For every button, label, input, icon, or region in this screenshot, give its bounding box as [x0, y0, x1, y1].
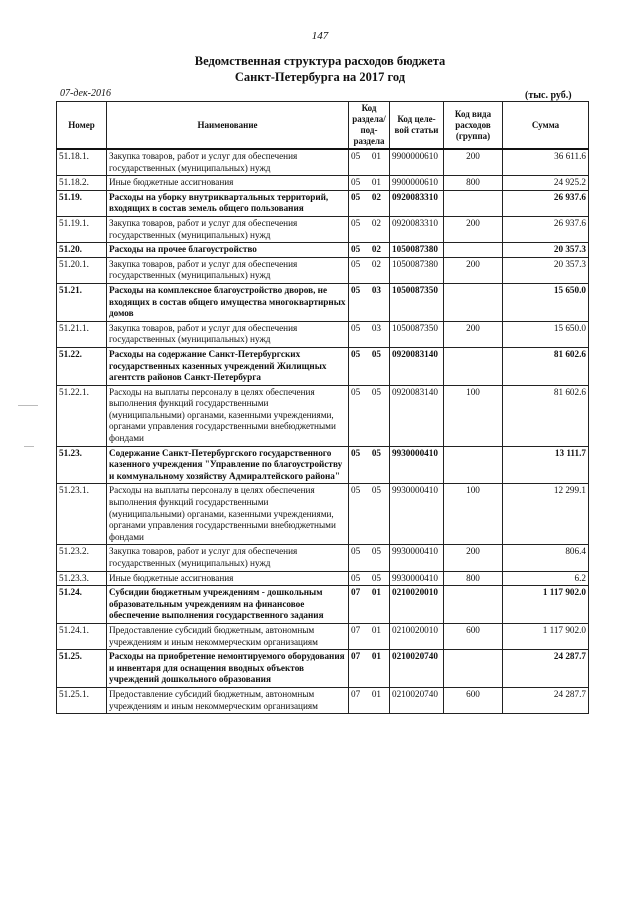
- section-code: 05: [351, 258, 361, 269]
- section-code: 05: [351, 546, 361, 557]
- row-expense-type: [444, 243, 503, 258]
- row-amount: 806.4: [503, 545, 589, 571]
- table-header-row: [57, 102, 589, 150]
- row-amount: 20 357.3: [503, 257, 589, 283]
- row-amount: 26 937.6: [503, 216, 589, 242]
- subsection-code: 05: [371, 546, 381, 557]
- row-name: Иные бюджетные ассигнования: [107, 176, 349, 191]
- row-name: Содержание Санкт-Петербургского государственного казенного учреждения "Управление по благоустройству и коммунальному хозяйству Адмиралтейского района": [107, 446, 349, 484]
- row-name: Субсидии бюджетным учреждениям - дошкольным образовательным учреждениям на финансовое обеспечение выполнения государственного задания: [107, 586, 349, 624]
- row-amount: 24 287.7: [503, 687, 589, 713]
- row-section-code: [349, 446, 390, 484]
- row-number: 51.25.1.: [57, 687, 107, 713]
- budget-table: [56, 101, 589, 714]
- table-row: [57, 446, 589, 484]
- row-section-code: [349, 586, 390, 624]
- row-article-code: 0920083310: [390, 216, 444, 242]
- row-amount: 1 117 902.0: [503, 586, 589, 624]
- subsection-code: 01: [371, 587, 381, 598]
- row-expense-type: 200: [444, 216, 503, 242]
- row-expense-type: [444, 190, 503, 216]
- table-row: [57, 650, 589, 688]
- section-code: 05: [351, 191, 361, 202]
- row-expense-type: [444, 446, 503, 484]
- subsection-code: 02: [371, 217, 381, 228]
- section-code: 05: [351, 284, 361, 295]
- section-code: 07: [351, 587, 361, 598]
- row-amount: 26 937.6: [503, 190, 589, 216]
- section-code: 05: [351, 485, 361, 496]
- row-number: 51.22.: [57, 347, 107, 385]
- row-section-code: [349, 571, 390, 586]
- row-amount: 6.2: [503, 571, 589, 586]
- row-amount: 12 299.1: [503, 484, 589, 545]
- table-row: [57, 545, 589, 571]
- row-name: Закупка товаров, работ и услуг для обеспечения государственных (муниципальных) нужд: [107, 216, 349, 242]
- row-article-code: 9900000610: [390, 149, 444, 176]
- scan-artifact: [24, 446, 34, 447]
- row-expense-type: 600: [444, 687, 503, 713]
- row-article-code: 0210020010: [390, 623, 444, 649]
- date-stamp: 07-дек-2016: [60, 88, 111, 99]
- subsection-code: 01: [371, 651, 381, 662]
- table-row: [57, 484, 589, 545]
- row-section-code: [349, 257, 390, 283]
- row-expense-type: [444, 586, 503, 624]
- subsection-code: 01: [371, 688, 381, 699]
- units-label: (тыс. руб.): [525, 90, 572, 101]
- row-article-code: 0210020740: [390, 650, 444, 688]
- row-number: 51.23.2.: [57, 545, 107, 571]
- row-section-code: [349, 650, 390, 688]
- row-name: Закупка товаров, работ и услуг для обеспечения государственных (муниципальных) нужд: [107, 545, 349, 571]
- row-number: 51.22.1.: [57, 385, 107, 446]
- subsection-code: 05: [371, 447, 381, 458]
- table-row: [57, 687, 589, 713]
- subsection-code: 02: [371, 244, 381, 255]
- row-section-code: [349, 484, 390, 545]
- row-number: 51.21.: [57, 283, 107, 321]
- row-expense-type: 600: [444, 623, 503, 649]
- row-number: 51.24.1.: [57, 623, 107, 649]
- row-article-code: 9930000410: [390, 484, 444, 545]
- row-section-code: [349, 216, 390, 242]
- subsection-code: 02: [371, 258, 381, 269]
- row-expense-type: 800: [444, 571, 503, 586]
- row-section-code: [349, 545, 390, 571]
- row-expense-type: 100: [444, 385, 503, 446]
- row-name: Расходы на выплаты персоналу в целях обеспечения выполнения функций государственными (муниципальными) органами, казенными учреждениями, органами управления государственными внебюджетными фондами: [107, 385, 349, 446]
- table-row: [57, 257, 589, 283]
- subsection-code: 05: [371, 485, 381, 496]
- row-expense-type: [444, 347, 503, 385]
- row-section-code: [349, 283, 390, 321]
- table-row: [57, 149, 589, 176]
- subsection-code: 01: [371, 624, 381, 635]
- table-row: [57, 347, 589, 385]
- row-number: 51.25.: [57, 650, 107, 688]
- row-number: 51.20.: [57, 243, 107, 258]
- row-amount: 36 611.6: [503, 149, 589, 176]
- row-amount: 81 602.6: [503, 385, 589, 446]
- subsection-code: 01: [371, 151, 381, 161]
- row-number: 51.18.2.: [57, 176, 107, 191]
- row-name: Закупка товаров, работ и услуг для обеспечения государственных (муниципальных) нужд: [107, 149, 349, 176]
- row-name: Закупка товаров, работ и услуг для обеспечения государственных (муниципальных) нужд: [107, 321, 349, 347]
- row-amount: 81 602.6: [503, 347, 589, 385]
- row-section-code: [349, 321, 390, 347]
- row-amount: 13 111.7: [503, 446, 589, 484]
- row-number: 51.23.1.: [57, 484, 107, 545]
- row-number: 51.23.3.: [57, 571, 107, 586]
- row-number: 51.23.: [57, 446, 107, 484]
- section-code: 07: [351, 651, 361, 662]
- row-article-code: 0920083140: [390, 347, 444, 385]
- row-article-code: 0920083140: [390, 385, 444, 446]
- row-name: Закупка товаров, работ и услуг для обеспечения государственных (муниципальных) нужд: [107, 257, 349, 283]
- row-article-code: 1050087380: [390, 257, 444, 283]
- row-article-code: 9930000410: [390, 545, 444, 571]
- header-amount: Сумма: [503, 102, 589, 150]
- row-section-code: [349, 176, 390, 191]
- header-article: Код целе- вой статьи: [390, 102, 444, 150]
- table-row: [57, 385, 589, 446]
- section-code: 05: [351, 572, 361, 583]
- table-row: [57, 190, 589, 216]
- title-line-1: Ведомственная структура расходов бюджета: [194, 54, 446, 68]
- row-expense-type: 200: [444, 149, 503, 176]
- row-section-code: [349, 347, 390, 385]
- table-row: [57, 216, 589, 242]
- section-code: 05: [351, 217, 361, 228]
- section-code: 05: [351, 386, 361, 397]
- section-code: 05: [351, 322, 361, 333]
- table-row: [57, 623, 589, 649]
- subsection-code: 01: [371, 177, 381, 188]
- section-code: 05: [351, 348, 361, 359]
- row-name: Иные бюджетные ассигнования: [107, 571, 349, 586]
- subsection-code: 05: [371, 348, 381, 359]
- table-row: [57, 571, 589, 586]
- table-row: [57, 586, 589, 624]
- row-article-code: 9900000610: [390, 176, 444, 191]
- row-number: 51.20.1.: [57, 257, 107, 283]
- row-name: Предоставление субсидий бюджетным, автономным учреждениям и иным некоммерческим организациям: [107, 687, 349, 713]
- row-section-code: [349, 623, 390, 649]
- row-amount: 24 287.7: [503, 650, 589, 688]
- row-name: Расходы на содержание Санкт-Петербургских государственных казенных учреждений Жилищных агентств районов Санкт-Петербурга: [107, 347, 349, 385]
- row-section-code: [349, 149, 390, 176]
- header-name: Наименование: [107, 102, 349, 150]
- row-article-code: 1050087350: [390, 283, 444, 321]
- row-expense-type: 200: [444, 545, 503, 571]
- row-section-code: [349, 243, 390, 258]
- row-name: Расходы на уборку внутриквартальных территорий, входящих в состав земель общего пользования: [107, 190, 349, 216]
- table-row: [57, 283, 589, 321]
- row-number: 51.21.1.: [57, 321, 107, 347]
- row-article-code: 9930000410: [390, 571, 444, 586]
- row-expense-type: [444, 650, 503, 688]
- row-name: Расходы на прочее благоустройство: [107, 243, 349, 258]
- row-amount: 24 925.2: [503, 176, 589, 191]
- row-name: Расходы на приобретение немонтируемого оборудования и инвентаря для оснащения вводных объектов учреждений дошкольного образования: [107, 650, 349, 688]
- row-article-code: 0210020740: [390, 687, 444, 713]
- row-name: Предоставление субсидий бюджетным, автономным учреждениям и иным некоммерческим организациям: [107, 623, 349, 649]
- row-expense-type: 200: [444, 257, 503, 283]
- row-number: 51.19.1.: [57, 216, 107, 242]
- section-code: 07: [351, 688, 361, 699]
- table-body: [57, 149, 589, 714]
- subsection-code: 03: [371, 322, 381, 333]
- header-type: Код вида расходов (группа): [444, 102, 503, 150]
- scan-artifact: [18, 405, 38, 406]
- row-article-code: 9930000410: [390, 446, 444, 484]
- header-section: Код раздела/ под- раздела: [349, 102, 390, 150]
- row-expense-type: 100: [444, 484, 503, 545]
- row-article-code: 1050087350: [390, 321, 444, 347]
- row-section-code: [349, 687, 390, 713]
- row-amount: 1 117 902.0: [503, 623, 589, 649]
- section-code: 05: [351, 447, 361, 458]
- section-code: 05: [351, 244, 361, 255]
- row-section-code: [349, 385, 390, 446]
- row-name: Расходы на комплексное благоустройство дворов, не входящих в состав общего имущества многоквартирных домов: [107, 283, 349, 321]
- row-amount: 15 650.0: [503, 321, 589, 347]
- row-expense-type: 200: [444, 321, 503, 347]
- row-article-code: 0210020010: [390, 586, 444, 624]
- page-number: 147: [311, 30, 329, 42]
- document-title: [0, 53, 640, 85]
- row-amount: 15 650.0: [503, 283, 589, 321]
- table-row: [57, 243, 589, 258]
- section-code: 07: [351, 624, 361, 635]
- row-amount: 20 357.3: [503, 243, 589, 258]
- title-line-2: Санкт-Петербурга на 2017 год: [234, 70, 406, 84]
- section-code: 05: [351, 177, 361, 188]
- subsection-code: 03: [371, 284, 381, 295]
- row-number: 51.24.: [57, 586, 107, 624]
- header-number: Номер: [57, 102, 107, 150]
- row-article-code: 1050087380: [390, 243, 444, 258]
- subsection-code: 05: [371, 386, 381, 397]
- row-expense-type: 800: [444, 176, 503, 191]
- row-name: Расходы на выплаты персоналу в целях обеспечения выполнения функций государственными (муниципальными) органами, казенными учреждениями, органами управления государственными внебюджетными фондами: [107, 484, 349, 545]
- table-row: [57, 321, 589, 347]
- row-article-code: 0920083310: [390, 190, 444, 216]
- row-section-code: [349, 190, 390, 216]
- subsection-code: 05: [371, 572, 381, 583]
- subsection-code: 02: [371, 191, 381, 202]
- section-code: 05: [351, 151, 361, 161]
- row-expense-type: [444, 283, 503, 321]
- row-number: 51.19.: [57, 190, 107, 216]
- table-row: [57, 176, 589, 191]
- row-number: 51.18.1.: [57, 149, 107, 176]
